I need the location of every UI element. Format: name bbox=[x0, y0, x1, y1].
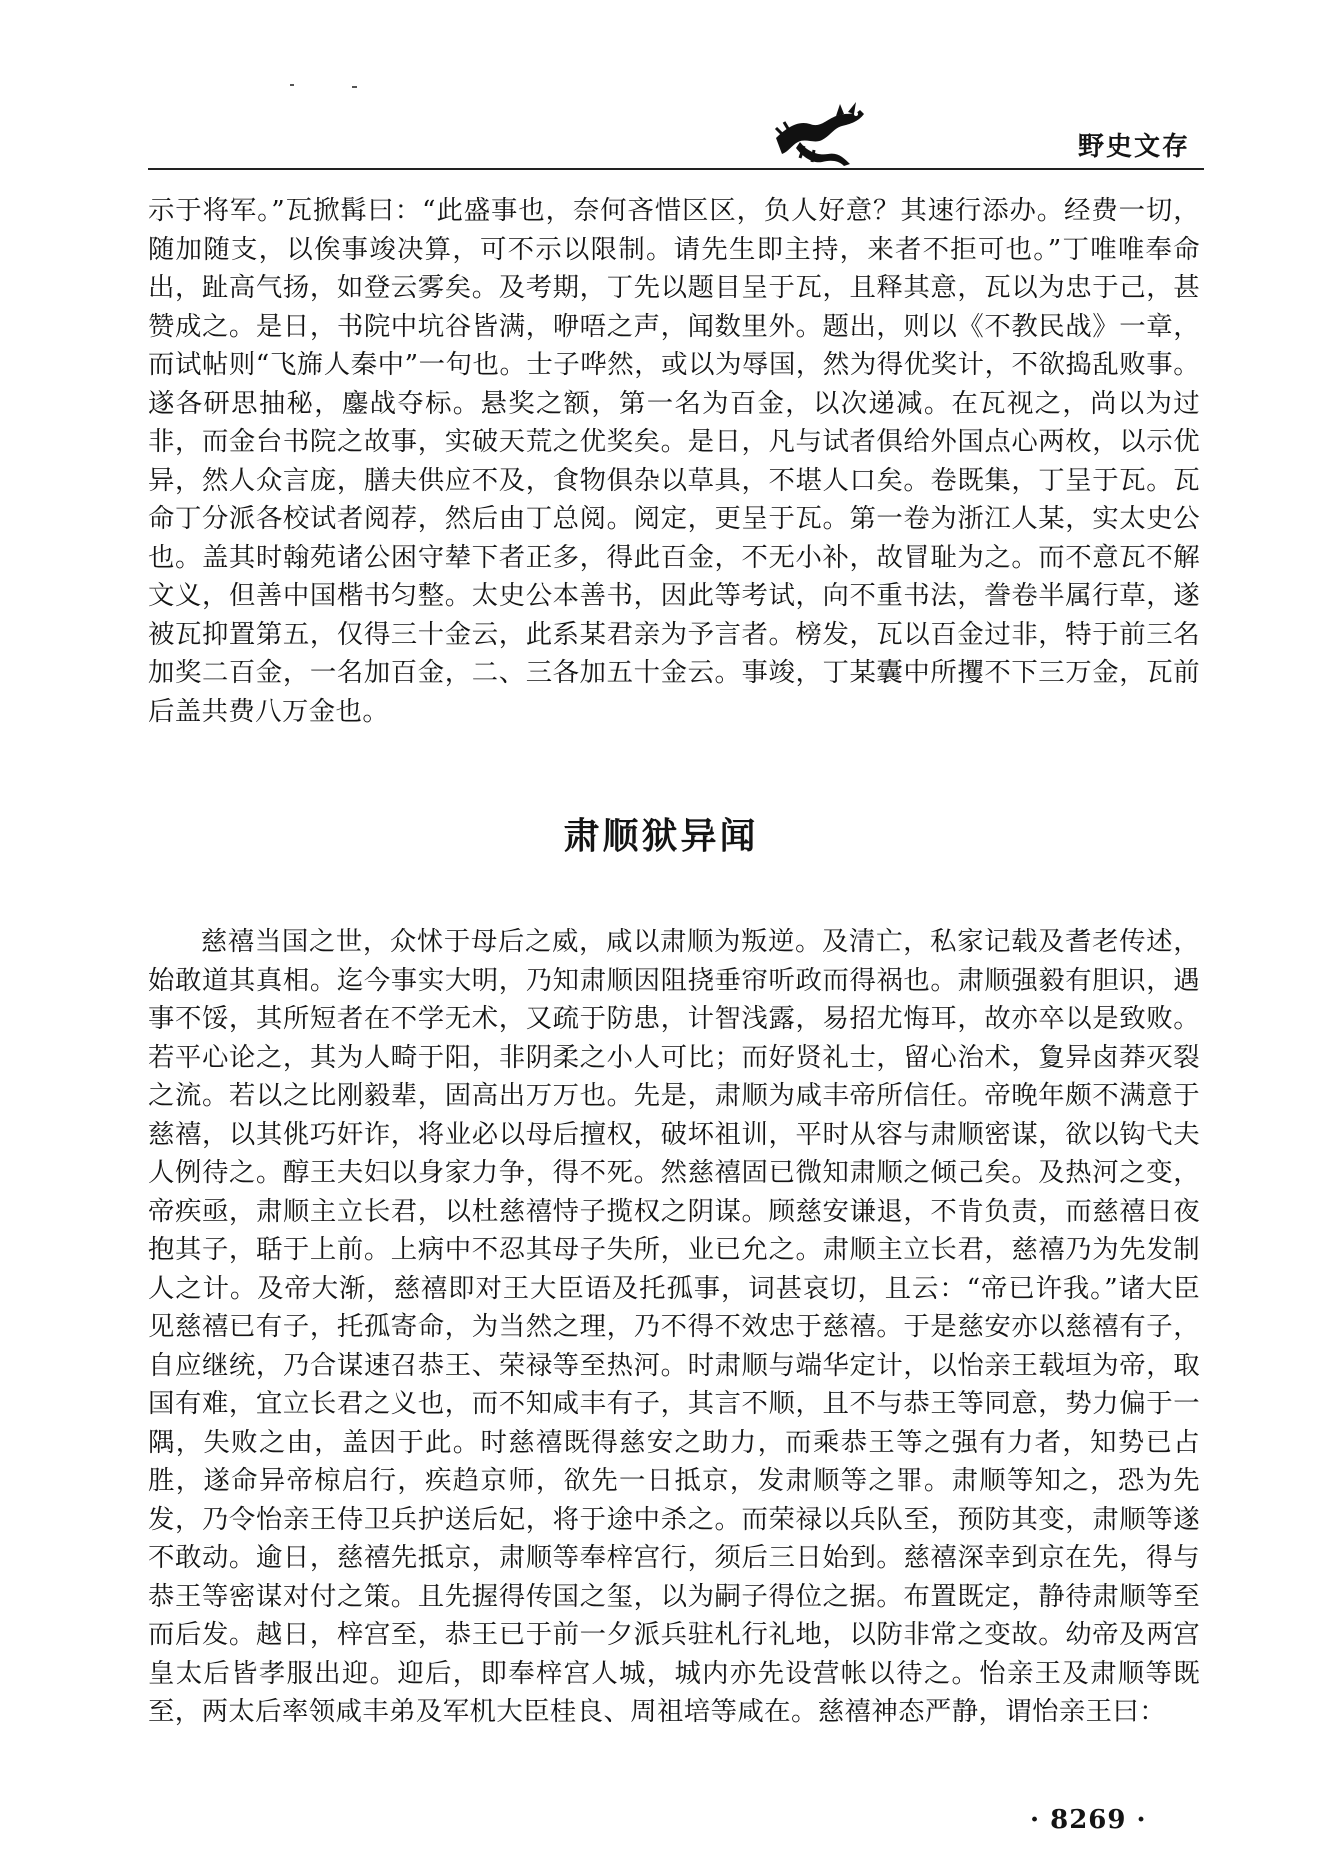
page-number: · 8269 · bbox=[1030, 1805, 1147, 1835]
scan-speck bbox=[290, 84, 294, 86]
header-rule bbox=[148, 168, 1204, 170]
series-name: 野史文存 bbox=[1078, 132, 1191, 162]
previous-article-continuation bbox=[148, 192, 1200, 731]
scan-speck bbox=[352, 86, 357, 88]
article-title: 肃顺狱异闻 bbox=[563, 816, 759, 857]
continuation-paragraph: 示于将军。”瓦掀髯曰：“此盛事也，奈何吝惜区区，负人好意？其速行添办。经费一切，随加随支，以俟事竣决算，可不示以限制。请先生即主持，来者不拒可也。”丁唯唯奉命出，趾高气扬，如登云雾矣。及考期，丁先以题目呈于瓦，且释其意，瓦以为忠于己，甚赞成之。是日，书院中坑谷皆满，咿唔之声，闻数里外。题出，则以《不教民战》一章，而试帖则“飞旆人秦中”一句也。士子哗然，或以为辱国，然为得优奖计，不欲捣乱败事。遂各研思抽秘，鏖战夺标。悬奖之额，第一名为百金，以次递减。在瓦视之，尚以为过非，而金台书院之故事，实破天荒之优奖矣。是日，凡与试者俱给外国点心两枚，以示优异，然人众言庞，膳夫供应不及，食物俱杂以草具，不堪人口矣。卷既集，丁呈于瓦。瓦命丁分派各校试者阅荐，然后由丁总阅。阅定，更呈于瓦。第一卷为浙江人某，实太史公也。盖其时翰苑诸公困守辇下者正多，得此百金，不无小补，故冒耻为之。而不意瓦不解文义，但善中国楷书匀整。太史公本善书，因此等考试，向不重书法，誊卷半属行草，遂被瓦抑置第五，仅得三十金云，此系某君亲为予言者。榜发，瓦以百金过非，特于前三名加奖二百金，一名加百金，二、三各加五十金云。事竣，丁某囊中所攫不下三万金，瓦前后盖共费八万金也。 bbox=[148, 195, 1200, 727]
dragon-emblem-icon bbox=[770, 98, 870, 170]
article-body bbox=[148, 923, 1200, 1732]
article-paragraph: 慈禧当国之世，众怵于母后之威，咸以肃顺为叛逆。及清亡，私家记载及耆老传述，始敢道其真相。迄今事实大明，乃知肃顺因阻挠垂帘听政而得祸也。肃顺强毅有胆识，遇事不馁，其所短者在不学无术，又疏于防患，计智浅露，易招尤悔耳，故亦卒以是致败。若平心论之，其为人畸于阳，非阴柔之小人可比；而好贤礼士，留心治术，夐异卤莽灭裂之流。若以之比刚毅辈，固高出万万也。先是，肃顺为咸丰帝所信任。帝晚年颇不满意于慈禧，以其佻巧奸诈，将业必以母后擅权，破坏祖训，平时从容与肃顺密谋，欲以钩弋夫人例待之。醇王夫妇以身家力争，得不死。然慈禧固已微知肃顺之倾己矣。及热河之变，帝疾亟，肃顺主立长君，以杜慈禧恃子揽权之阴谋。顾慈安谦退，不肯负责，而慈禧日夜抱其子，聒于上前。上病中不忍其母子失所，业已允之。肃顺主立长君，慈禧乃为先发制人之计。及帝大渐，慈禧即对王大臣语及托孤事，词甚哀切，且云：“帝已许我。”诸大臣见慈禧已有子，托孤寄命，为当然之理，乃不得不效忠于慈禧。于是慈安亦以慈禧有子，自应继统，乃合谋速召恭王、荣禄等至热河。时肃顺与端华定计，以怡亲王载垣为帝，取国有难，宜立长君之义也，而不知咸丰有子，其言不顺，且不与恭王等同意，势力偏于一隅，失败之由，盖因于此。时慈禧既得慈安之助力，而乘恭王等之强有力者，知势已占胜，遂命异帝椋启行，疾趋京师，欲先一日抵京，发肃顺等之罪。肃顺等知之，恐为先发，乃令怡亲王侍卫兵护送后妃，将于途中杀之。而荣禄以兵队至，预防其变，肃顺等遂不敢动。逾日，慈禧先抵京，肃顺等奉梓宫行，须后三日始到。慈禧深幸到京在先，得与恭王等密谋对付之策。且先握得传国之玺，以为嗣子得位之据。布置既定，静待肃顺等至而后发。越日，梓宫至，恭王已于前一夕派兵驻札行礼地，以防非常之变故。幼帝及两宫皇太后皆孝服出迎。迎后，即奉梓宫人城，城内亦先设营帐以待之。怡亲王及肃顺等既至，两太后率领咸丰弟及军机大臣桂良、周祖培等咸在。慈禧神态严静，谓怡亲王曰： bbox=[148, 926, 1200, 1727]
